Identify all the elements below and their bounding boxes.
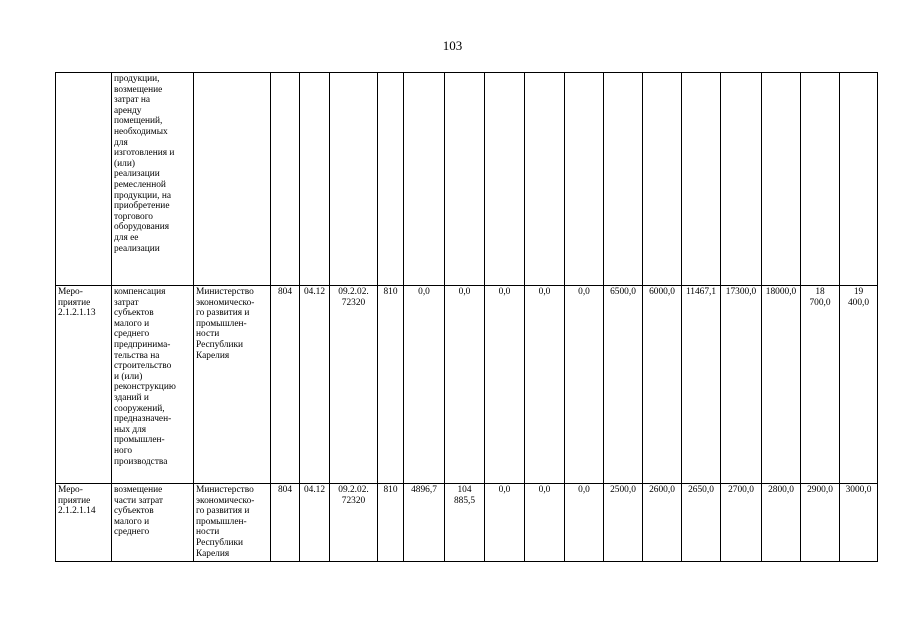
program-table [55,72,878,562]
value-cell: 18000,0 [762,286,801,484]
value-cell [445,73,485,286]
value-cell: 04.12 [300,286,330,484]
value-cell: 6000,0 [643,286,682,484]
value-cell: 2900,0 [801,484,840,562]
value-cell: 18 700,0 [801,286,840,484]
event-cell [56,73,112,286]
table-row [56,484,878,562]
executor-cell [194,73,271,286]
executor-cell: Министерство экономическо- го развития и промышлен- ности Республики Карелия [194,484,271,562]
value-cell: 17300,0 [721,286,762,484]
value-cell: 0,0 [404,286,445,484]
value-cell [378,73,404,286]
page-number: 103 [442,38,463,53]
value-cell [271,73,300,286]
value-cell: 2500,0 [604,484,643,562]
value-cell: 810 [378,286,404,484]
value-cell: 2650,0 [682,484,721,562]
value-cell [330,73,378,286]
value-cell: 804 [271,484,300,562]
value-cell: 09.2.02. 72320 [330,286,378,484]
value-cell: 0,0 [565,286,604,484]
description-cell: компенсация затрат субъектов малого и среднего предпринима- тельства на строительство и (или) реконструкцию зданий и сооружений, предназначен- ных для промышлен- ного производства [112,286,194,484]
value-cell [525,73,565,286]
value-cell: 104 885,5 [445,484,485,562]
value-cell: 0,0 [525,286,565,484]
value-cell [762,73,801,286]
value-cell: 0,0 [445,286,485,484]
value-cell: 0,0 [565,484,604,562]
value-cell [682,73,721,286]
value-cell: 19 400,0 [840,286,878,484]
value-cell [404,73,445,286]
value-cell [643,73,682,286]
value-cell: 0,0 [525,484,565,562]
value-cell: 11467,1 [682,286,721,484]
event-cell: Меро- приятие 2.1.2.1.13 [56,286,112,484]
value-cell: 810 [378,484,404,562]
description-cell: продукции, возмещение затрат на аренду помещений, необходимых для изготовления и (или) реализации ремесленной продукции, на приобретение торгового оборудования для ее реализации [112,73,194,286]
value-cell: 09.2.02. 72320 [330,484,378,562]
event-cell: Меро- приятие 2.1.2.1.14 [56,484,112,562]
value-cell: 2800,0 [762,484,801,562]
executor-cell: Министерство экономическо- го развития и промышлен- ности Республики Карелия [194,286,271,484]
table-row [56,286,878,484]
value-cell: 4896,7 [404,484,445,562]
value-cell: 04.12 [300,484,330,562]
value-cell: 804 [271,286,300,484]
description-cell: возмещение части затрат субъектов малого и среднего [112,484,194,562]
value-cell: 2700,0 [721,484,762,562]
value-cell [565,73,604,286]
value-cell: 0,0 [485,286,525,484]
value-cell [801,73,840,286]
value-cell [485,73,525,286]
value-cell: 2600,0 [643,484,682,562]
value-cell [721,73,762,286]
value-cell [840,73,878,286]
value-cell: 0,0 [485,484,525,562]
table-row [56,73,878,286]
value-cell [300,73,330,286]
value-cell [604,73,643,286]
value-cell: 3000,0 [840,484,878,562]
value-cell: 6500,0 [604,286,643,484]
